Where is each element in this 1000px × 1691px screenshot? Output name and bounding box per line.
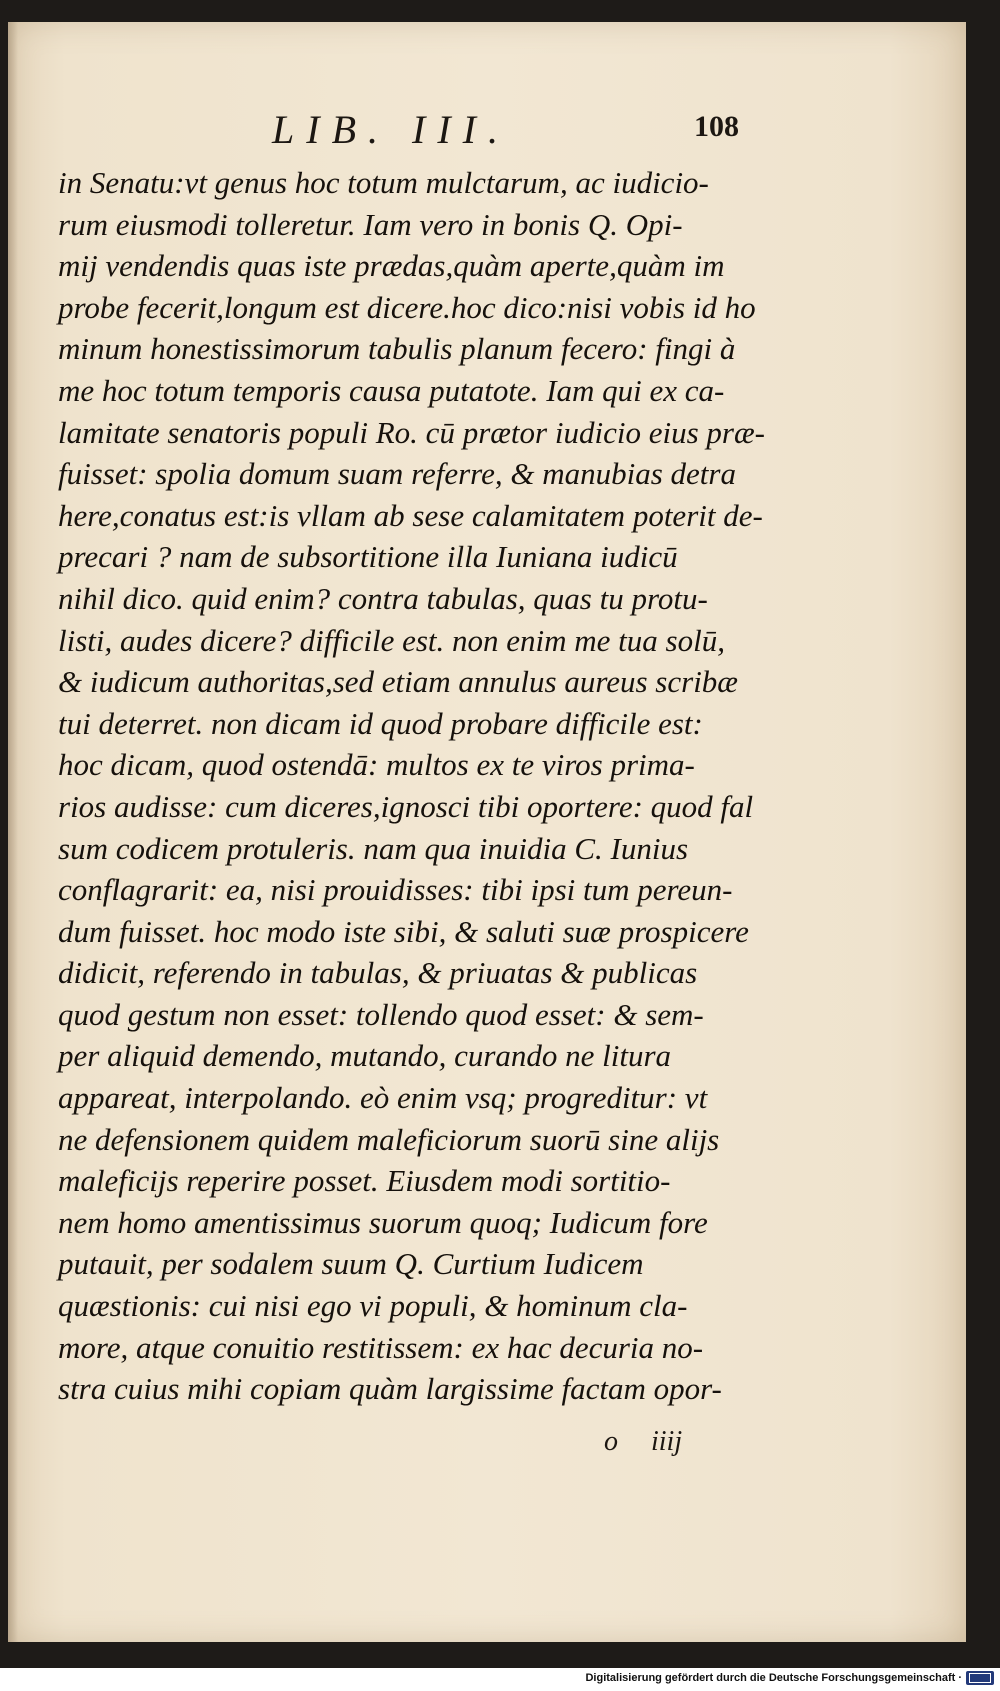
text-line: putauit, per sodalem suum Q. Curtium Iudicem <box>58 1246 644 1282</box>
text-line: & iudicum authoritas,sed etiam annulus aureus scribæ <box>58 664 738 700</box>
text-line: appareat, interpolando. eò enim vsq; progreditur: vt <box>58 1080 708 1116</box>
text-line: dum fuisset. hoc modo iste sibi, & saluti suæ prospicere <box>58 913 749 949</box>
text-line: fuisset: spolia domum suam referre, & manubias detra <box>58 456 736 492</box>
funding-credit: Digitalisierung gefördert durch die Deutsche Forschungsgemeinschaft · <box>585 1672 962 1684</box>
dfg-logo-icon <box>966 1671 994 1685</box>
text-line: mij vendendis quas iste prædas,quàm aperte,quàm im <box>58 248 725 284</box>
text-line: hoc dicam, quod ostendā: multos ex te viros prima- <box>58 747 695 783</box>
text-line: minum honestissimorum tabulis planum fecero: fingi à <box>58 331 736 367</box>
text-line: more, atque conuitio restitissem: ex hac decuria no- <box>58 1329 704 1365</box>
text-line: me hoc totum temporis causa putatote. Iam qui ex ca- <box>58 372 725 408</box>
text-line: ne defensionem quidem maleficiorum suorū sine alijs <box>58 1121 720 1157</box>
text-line: per aliquid demendo, mutando, curando ne litura <box>58 1038 672 1074</box>
text-line: probe fecerit,longum est dicere.hoc dico:nisi vobis id ho <box>58 289 756 325</box>
folio-number: 108 <box>694 110 739 143</box>
book-page <box>8 22 966 1642</box>
signature-mark: o iiij <box>604 1426 683 1457</box>
text-line: tui deterret. non dicam id quod probare difficile est: <box>58 705 703 741</box>
text-line: quod gestum non esset: tollendo quod esset: & sem- <box>58 996 704 1032</box>
text-line: here,conatus est:is vllam ab sese calamitatem poterit de- <box>58 497 763 533</box>
text-line: quæstionis: cui nisi ego vi populi, & hominum cla- <box>58 1288 688 1324</box>
running-head <box>8 106 966 156</box>
text-line: rum eiusmodi tolleretur. Iam vero in bonis Q. Opi- <box>58 206 683 242</box>
text-line: in Senatu:vt genus hoc totum mulctarum, ac iudicio- <box>58 165 709 200</box>
text-line: nihil dico. quid enim? contra tabulas, quas tu protu- <box>58 580 708 616</box>
text-line: sum codicem protuleris. nam qua inuidia C. Iunius <box>58 830 689 866</box>
text-line: conflagrarit: ea, nisi prouidisses: tibi ipsi tum pereun- <box>58 872 733 908</box>
text-line: nem homo amentissimus suorum quoq; Iudicum fore <box>58 1204 708 1240</box>
body-text <box>58 162 798 1410</box>
text-line: precari ? nam de subsortitione illa Iuniana iudicū <box>58 539 678 575</box>
text-line: rios audisse: cum diceres,ignosci tibi oportere: quod fal <box>58 788 754 824</box>
text-line: stra cuius mihi copiam quàm largissime factam opor- <box>58 1371 722 1407</box>
text-line: maleficijs reperire posset. Eiusdem modi sortitio- <box>58 1163 671 1199</box>
text-line: didicit, referendo in tabulas, & priuatas & publicas <box>58 955 698 991</box>
running-head-title: LIB. III. <box>272 107 510 152</box>
text-line: lamitate senatoris populi Ro. cū prætor iudicio eius præ- <box>58 414 765 450</box>
footer-bar <box>0 1668 1000 1691</box>
page-gutter-shadow <box>8 22 18 1642</box>
text-line: listi, audes dicere? difficile est. non enim me tua solū, <box>58 622 725 658</box>
